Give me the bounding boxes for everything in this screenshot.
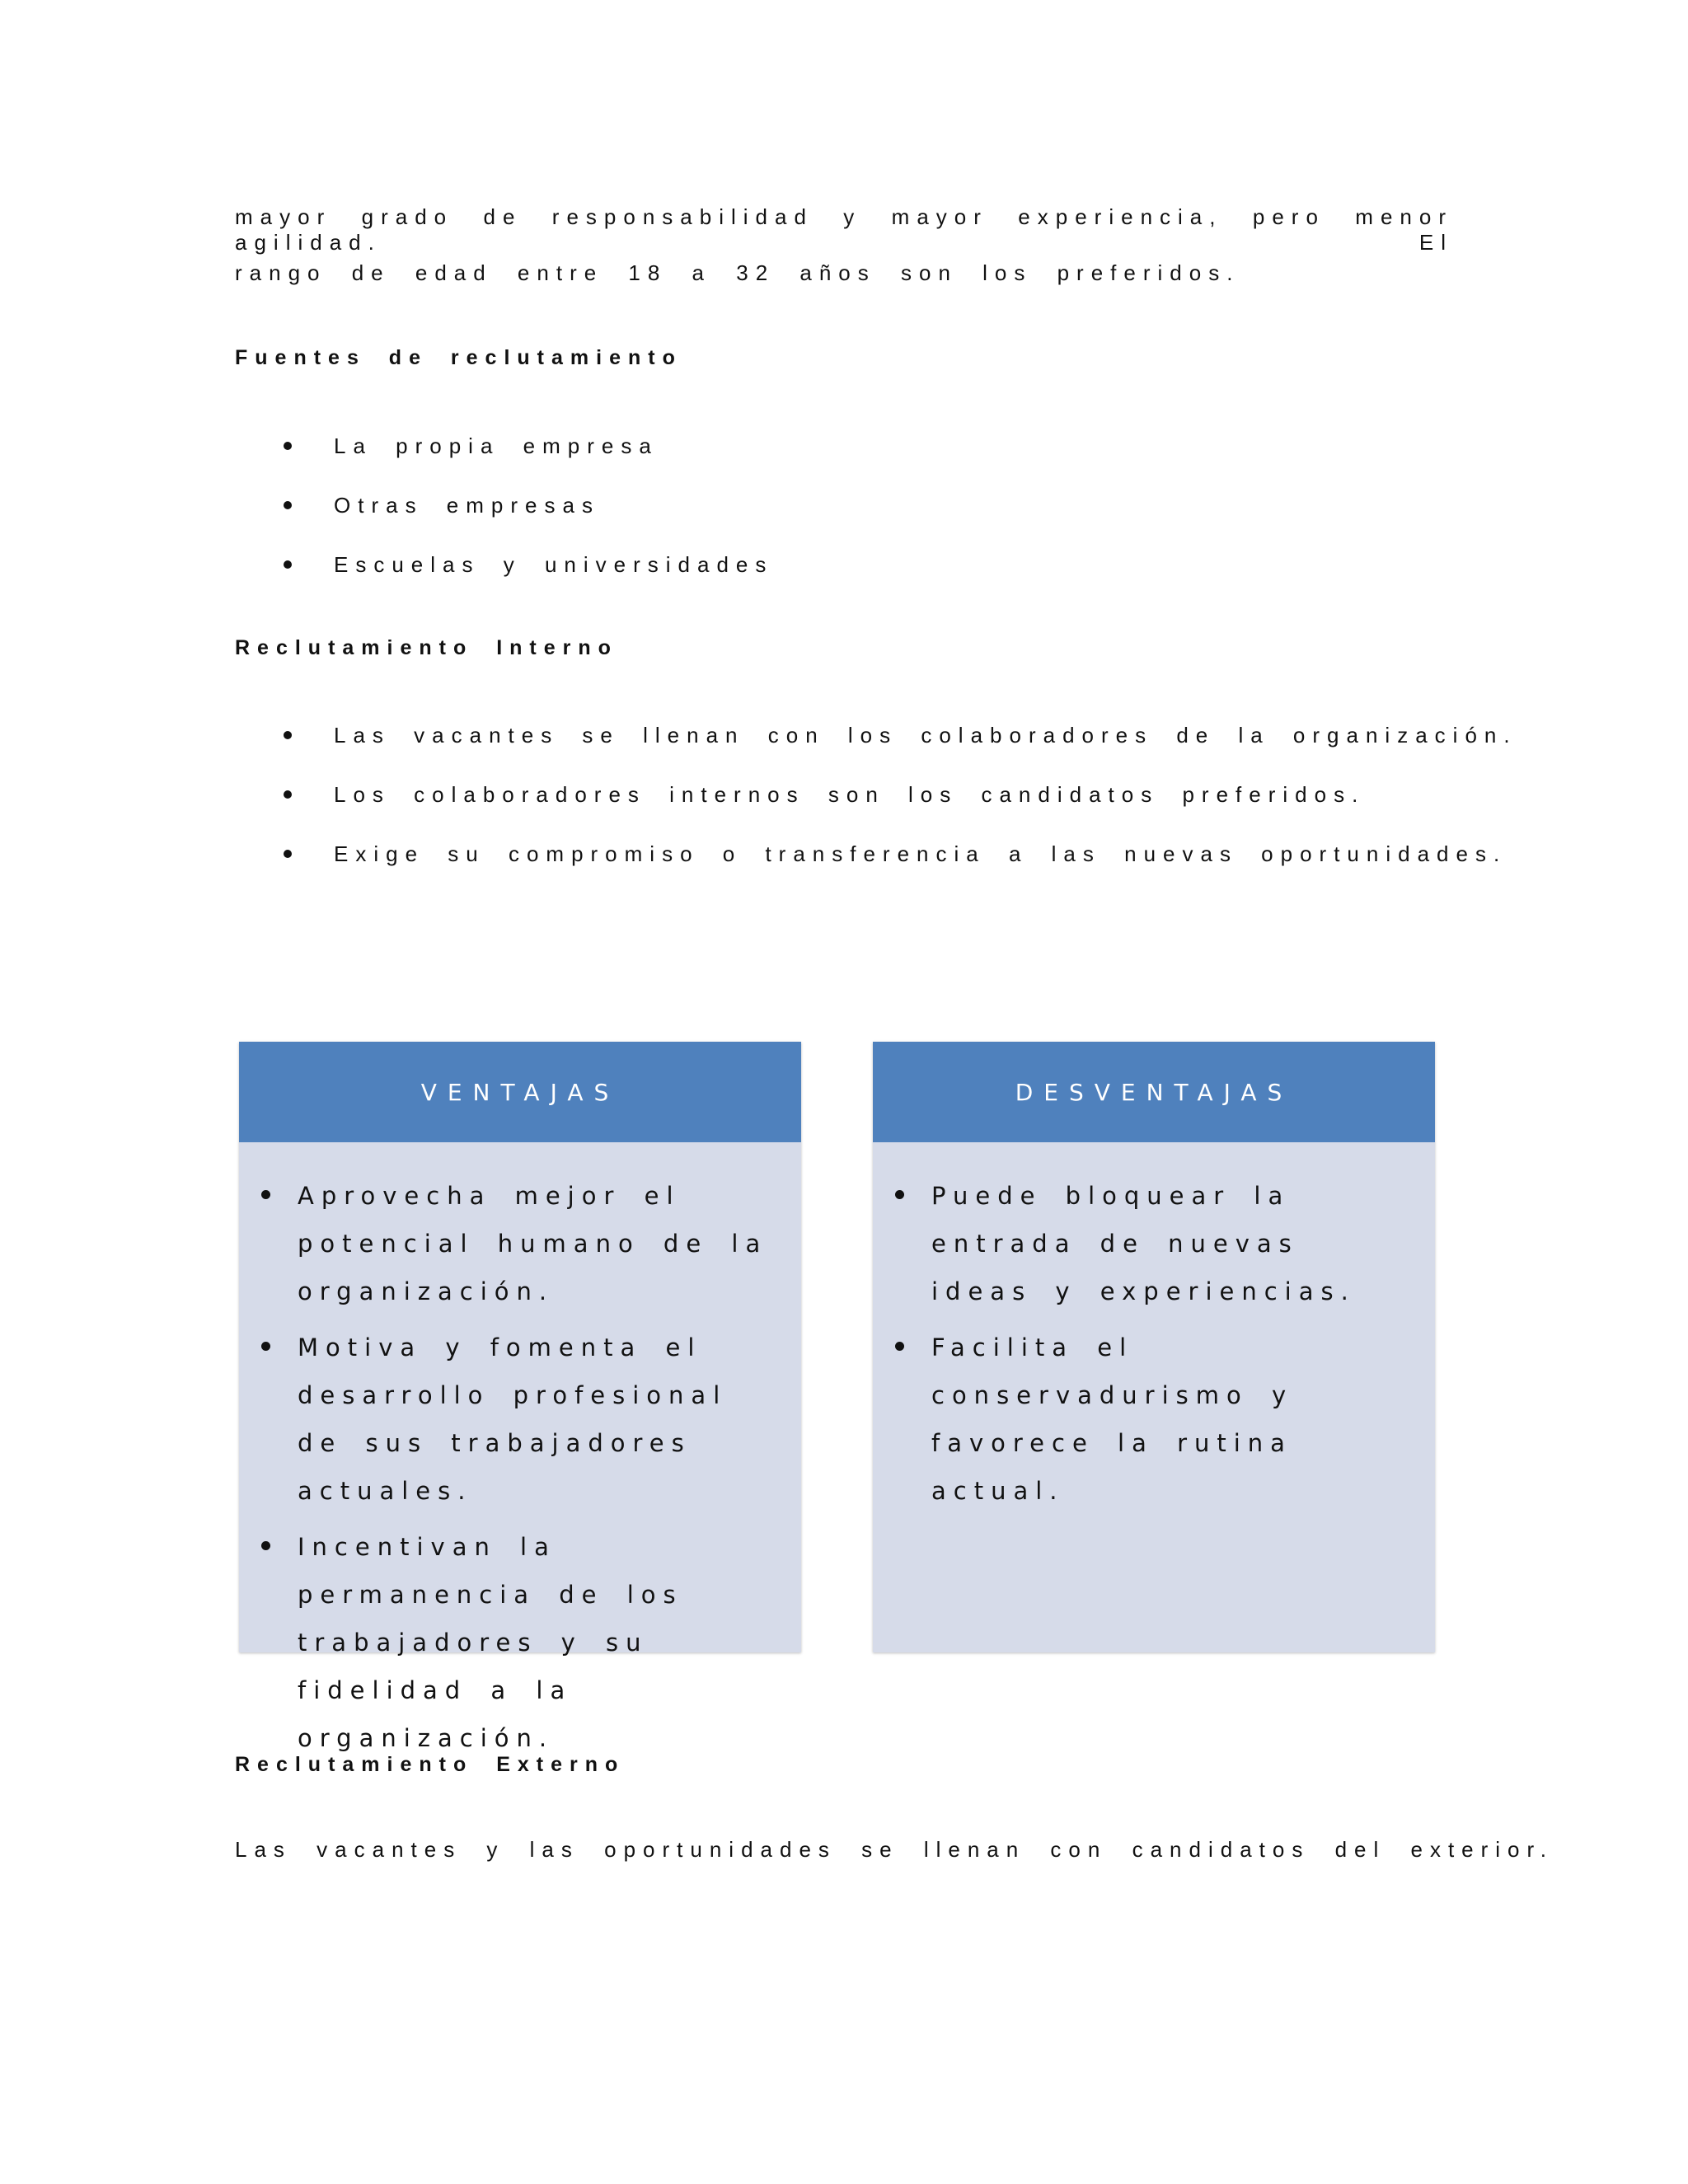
- bullet-icon: [284, 442, 292, 450]
- list-item-text: Las vacantes se llenan con los colaboradores de la organización.: [334, 723, 1517, 748]
- intro-line-1: mayor grado de responsabilidad y mayor experiencia, pero menor agilidad. El: [235, 204, 1453, 255]
- bullet-icon: [284, 560, 292, 569]
- bullet-icon: [261, 1541, 270, 1550]
- list-item-text: Facilita el conservadurismo y favorece la rutina actual.: [931, 1333, 1294, 1505]
- bullet-icon: [284, 501, 292, 509]
- bullet-icon: [261, 1342, 270, 1351]
- desventajas-list: [873, 1172, 1435, 1523]
- ventajas-list: [239, 1172, 801, 1770]
- list-item-text: Escuelas y universidades: [334, 552, 774, 577]
- bullet-icon: [895, 1342, 904, 1351]
- list-item-text: Puede bloquear la entrada de nuevas ideas y experiencias.: [931, 1182, 1356, 1305]
- bullet-icon: [284, 790, 292, 799]
- list-item-text: La propia empresa: [334, 434, 659, 458]
- ventajas-card: [239, 1042, 801, 1752]
- heading-externo: Reclutamiento Externo: [235, 1753, 626, 1776]
- bullet-icon: [284, 850, 292, 858]
- list-item-text: Los colaboradores internos son los candidatos preferidos.: [334, 782, 1366, 807]
- list-item-text: Otras empresas: [334, 493, 600, 518]
- list-item: [239, 1324, 801, 1515]
- list-item-text: Exige su compromiso o transferencia a las nuevas oportunidades.: [334, 841, 1507, 866]
- list-item: [239, 1523, 801, 1762]
- list-item: [873, 1172, 1435, 1315]
- heading-interno: Reclutamiento Interno: [235, 636, 618, 659]
- bullet-icon: [895, 1190, 904, 1199]
- bullet-icon: [284, 731, 292, 739]
- heading-fuentes: Fuentes de reclutamiento: [235, 346, 682, 369]
- ventajas-title: VENTAJAS: [239, 1042, 801, 1142]
- list-item-text: Aprovecha mejor el potencial humano de la organización.: [298, 1182, 768, 1305]
- list-item: [873, 1324, 1435, 1515]
- bullet-icon: [261, 1190, 270, 1199]
- list-item: [239, 1172, 801, 1315]
- intro-line-2: rango de edad entre 18 a 32 años son los preferidos.: [235, 260, 1240, 285]
- desventajas-title: DESVENTAJAS: [873, 1042, 1435, 1142]
- list-item-text: Motiva y fomenta el desarrollo profesional de sus trabajadores actuales.: [298, 1333, 728, 1505]
- list-item-text: Incentivan la permanencia de los trabajadores y su fidelidad a la organización.: [298, 1533, 683, 1752]
- externo-text: Las vacantes y las oportunidades se llenan con candidatos del exterior.: [235, 1837, 1554, 1862]
- desventajas-card: [873, 1042, 1435, 1652]
